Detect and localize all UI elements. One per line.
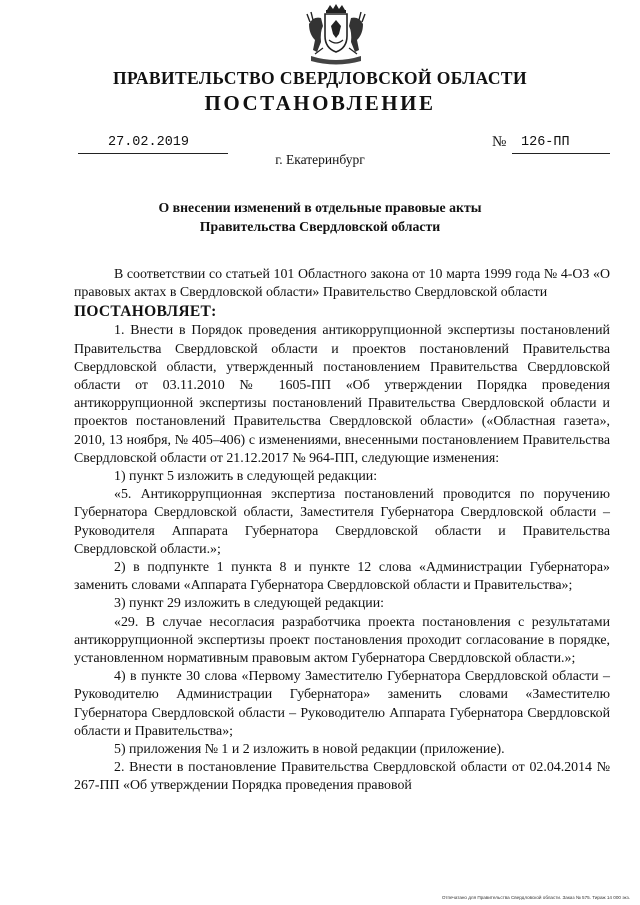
paragraph: «29. В случае несогласия разработчика проекта постановления с результатами антикоррупционной экспертизы проект постановления проходит согласование в порядке, установленном нормативным правовым актом Губернатора Свердловской области.»; [74,614,610,667]
paragraph: 4) в пункте 30 слова «Первому Заместителю Губернатора Свердловской области – Руководителю Администрации Губернатора» заменить словами «Заместителю Губернатора Свердловской области – Руководителю Аппарата Губернатора Свердловской области и Правительства»; [74,669,610,739]
paragraph: 2) в подпункте 1 пункта 8 и пункте 12 слова «Администрации Губернатора» заменить словами «Аппарата Губернатора Свердловской области и Правительства»; [74,560,610,594]
print-imprint: Отпечатано для Правительства Свердловской области. Заказ № 575. Тираж 14 000 экз. [441,895,630,900]
city: г. Екатеринбург [275,152,365,167]
subject-line-2: Правительства Свердловской области [199,219,441,234]
paragraph: 5) приложения № 1 и 2 изложить в новой редакции (приложение). [114,742,505,758]
number-sign: № [492,134,507,150]
document-number: 126-ПП [521,135,570,150]
document-date: 27.02.2019 [108,135,190,150]
subject-line-1: О внесении изменений в отдельные правовые акты [158,200,482,215]
resolve-heading: ПОСТАНОВЛЯЕТ: [74,303,217,321]
document-date-field [78,134,228,154]
document-subject [0,198,640,236]
coat-of-arms-emblem [303,4,369,68]
paragraph: 2. Внести в постановление Правительства Свердловской области от 02.04.2014 № 267-ПП «Об утверждении Порядка проведения правовой [74,760,610,794]
document-body [74,266,610,796]
document-type-title: ПОСТАНОВЛЕНИЕ [204,91,436,115]
paragraph: 1) пункт 5 изложить в следующей редакции: [114,469,378,485]
preamble: В соответствии со статьей 101 Областного закона от 10 марта 1999 года № 4-ОЗ «О правовых актах в Свердловской области» Правительство Свердловской области [74,267,610,301]
paragraph: 3) пункт 29 изложить в следующей редакции: [114,596,385,612]
paragraph: «5. Антикоррупционная экспертиза постановлений проводится по поручению Губернатора Свердловской области, Заместителя Губернатора Свердловской области – Руководителя Аппарата Губернатора Свердловской области и Правительства Свердловской области.»; [74,487,610,557]
document-number-field [512,134,610,154]
government-title: ПРАВИТЕЛЬСТВО СВЕРДЛОВСКОЙ ОБЛАСТИ [113,68,527,88]
paragraph: 1. Внести в Порядок проведения антикоррупционной экспертизы постановлений Правительства Свердловской области и проектов постановлений Правительства Свердловской области, утвержденный постановлением Правительства Свердловской области от 03.11.2010 № 1605-ПП «Об утверждении Порядка проведения антикоррупционной экспертизы постановлений Правительства Свердловской области и проектов постановлений Правительства Свердловской области» («Областная газета», 2010, 13 ноября, № 405–406) с изменениями, внесенными постановлением Правительства Свердловской области от 21.12.2017 № 964-ПП, следующие изменения: [74,323,610,466]
